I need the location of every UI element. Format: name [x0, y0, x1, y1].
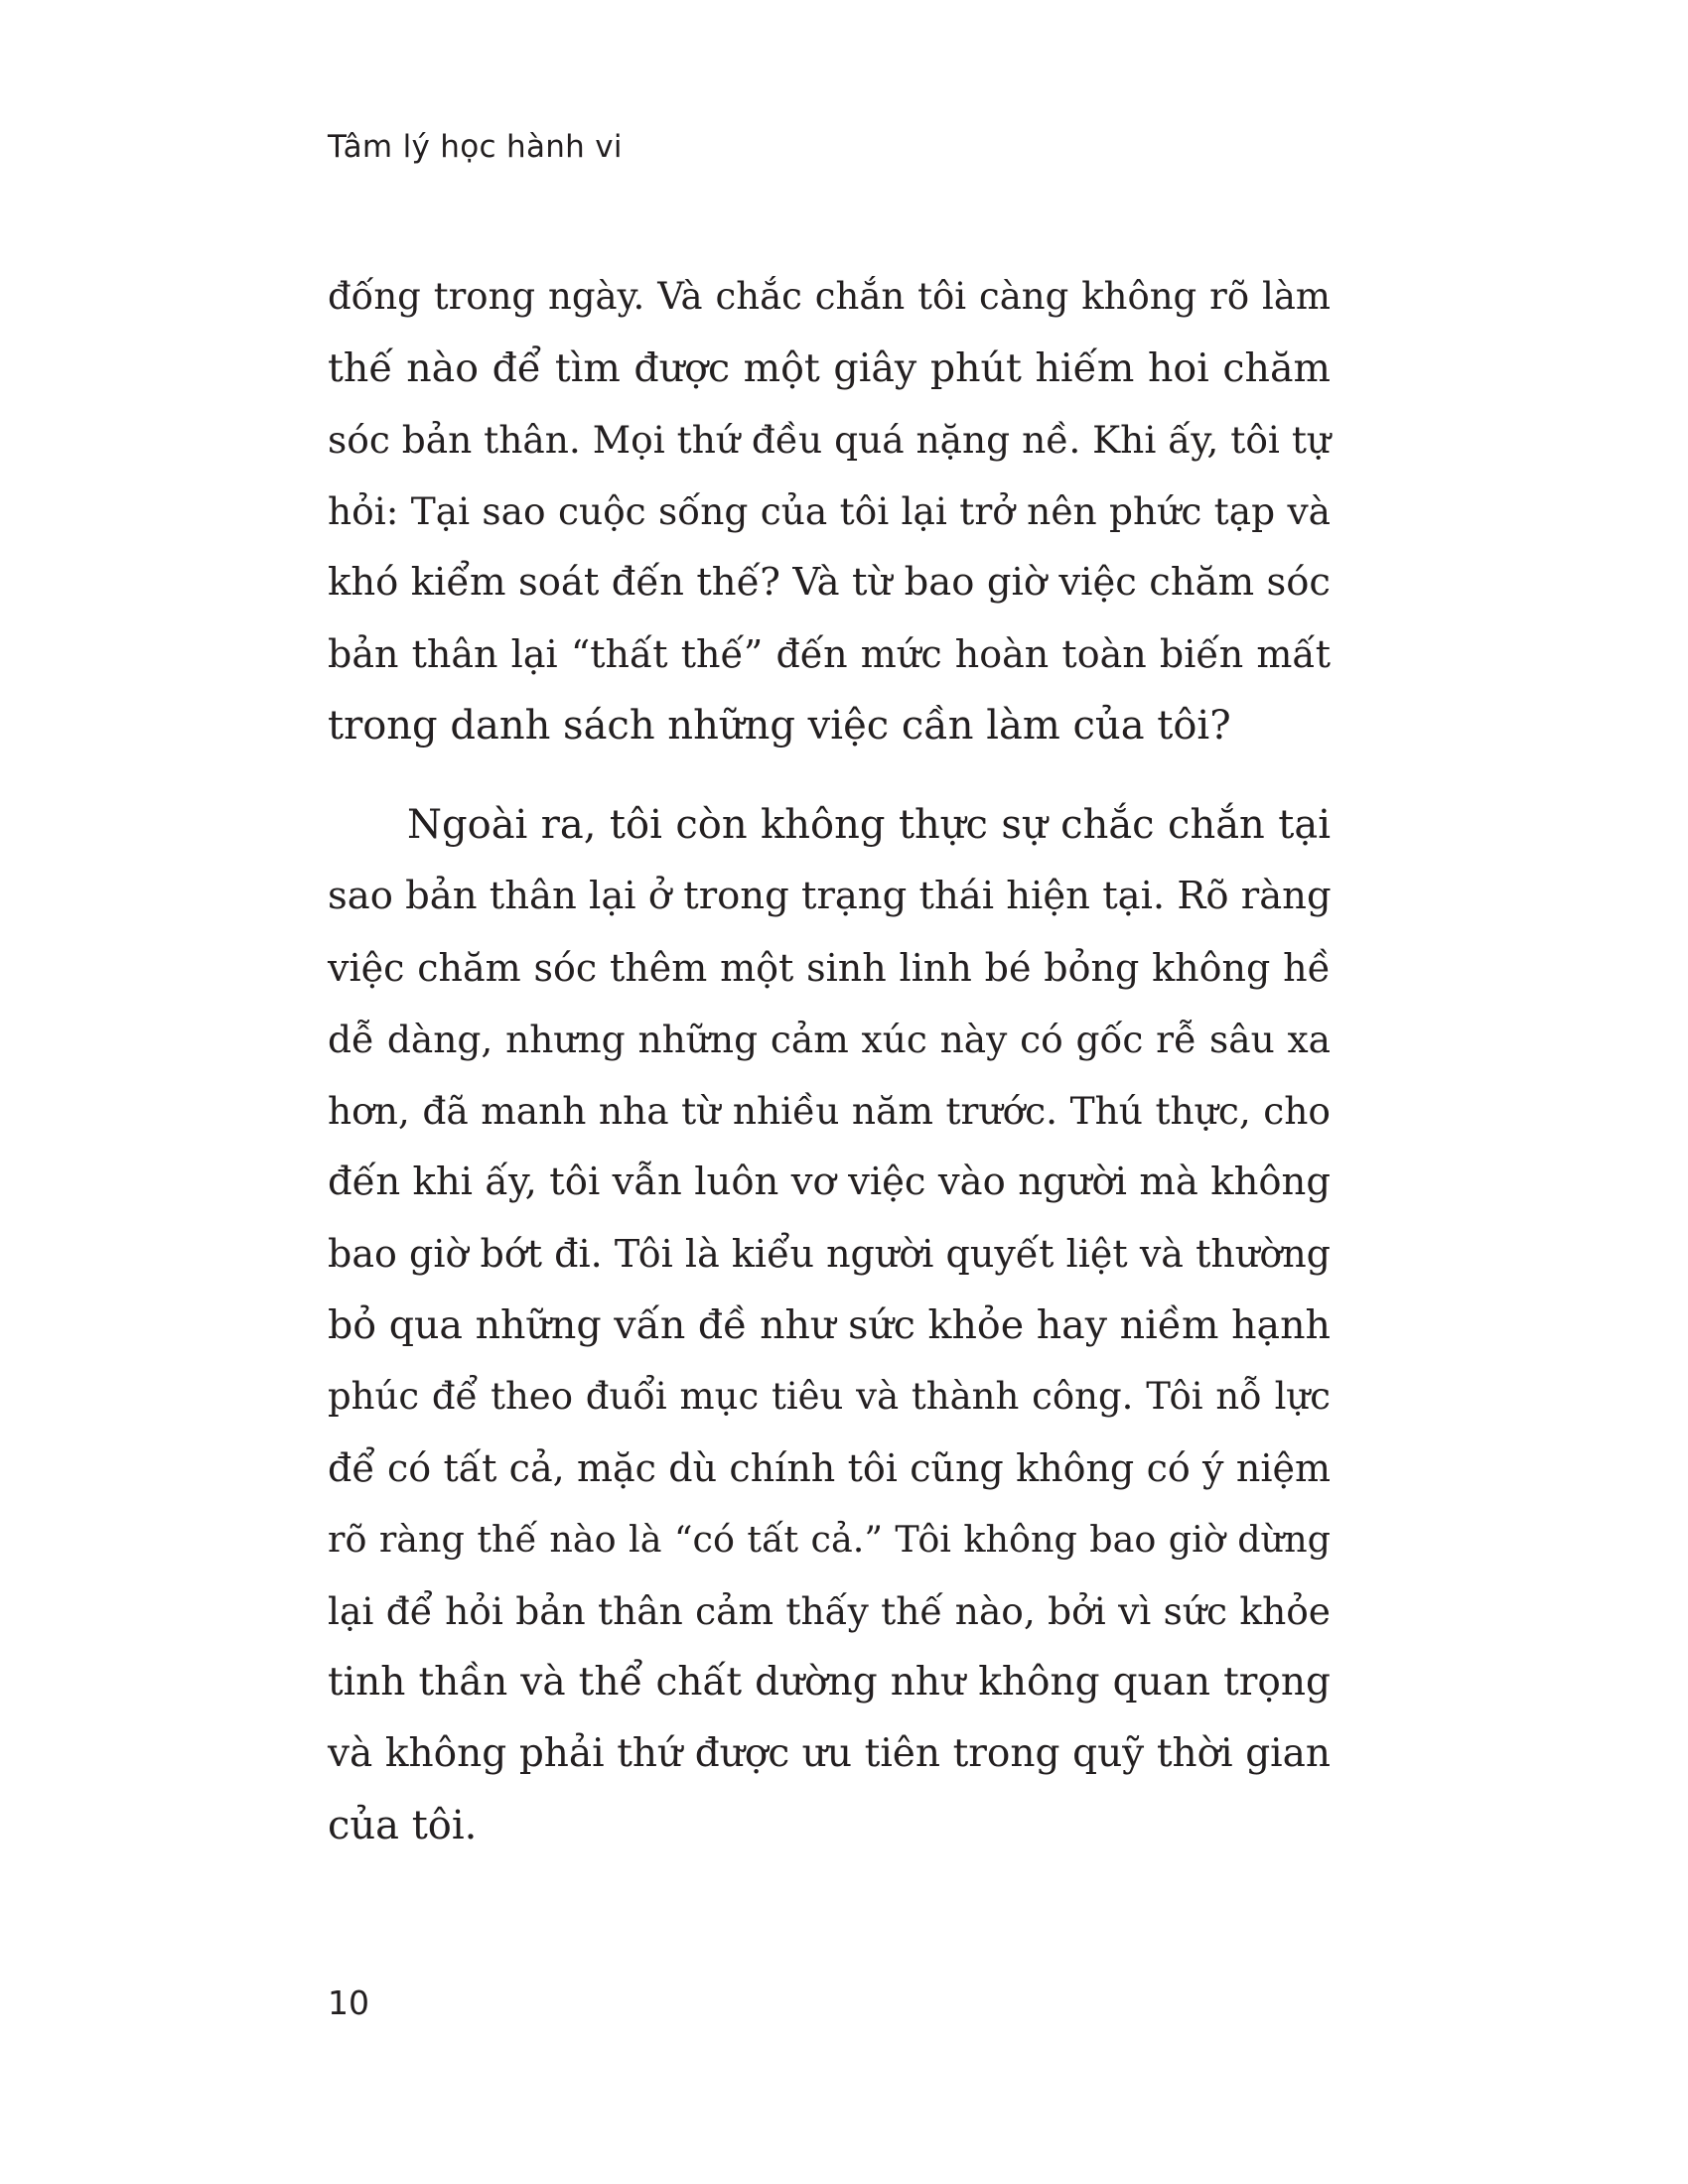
text-line: lại để hỏi bản thân cảm thấy thế nào, bởi vì sức khỏe — [328, 1589, 1331, 1633]
text-line: khó kiểm soát đến thế? Và từ bao giờ việc chăm sóc — [328, 560, 1331, 605]
body-text — [328, 261, 1331, 1861]
text-line: phúc để theo đuổi mục tiêu và thành công. Tôi nỗ lực — [328, 1375, 1331, 1418]
text-line: bản thân lại “thất thế” đến mức hoàn toàn biến mất — [328, 632, 1331, 676]
text-line: thế nào để tìm được một giây phút hiếm hoi chăm — [328, 345, 1331, 391]
text-line: hơn, đã manh nha từ nhiều năm trước. Thú thực, cho — [328, 1089, 1331, 1133]
text-line: trong danh sách những việc cần làm của tôi? — [328, 703, 1231, 749]
text-line: sóc bản thân. Mọi thứ đều quá nặng nề. Khi ấy, tôi tự — [328, 418, 1332, 462]
text-line: đến khi ấy, tôi vẫn luôn vơ việc vào người mà không — [328, 1160, 1331, 1204]
page-number: 10 — [328, 1983, 369, 2022]
text-line: rõ ràng thế nào là “có tất cả.” Tôi không bao giờ dừng — [328, 1518, 1331, 1561]
text-line: để có tất cả, mặc dù chính tôi cũng không có ý niệm — [328, 1446, 1331, 1490]
text-line: bỏ qua những vấn đề như sức khỏe hay niềm hạnh — [328, 1302, 1331, 1348]
text-line: Ngoài ra, tôi còn không thực sự chắc chắn tại — [407, 802, 1331, 848]
text-line: sao bản thân lại ở trong trạng thái hiện tại. Rõ ràng — [328, 874, 1332, 918]
text-line: tinh thần và thể chất dường như không quan trọng — [328, 1660, 1331, 1705]
paragraph — [328, 789, 1331, 1861]
text-line: bao giờ bớt đi. Tôi là kiểu người quyết liệt và thường — [328, 1232, 1331, 1276]
paragraph-spacer — [328, 761, 1331, 789]
text-line: việc chăm sóc thêm một sinh linh bé bỏng không hề — [328, 946, 1331, 990]
text-line: dễ dàng, nhưng những cảm xúc này có gốc rễ sâu xa — [328, 1018, 1331, 1061]
text-line: của tôi. — [328, 1803, 478, 1848]
running-header: Tâm lý học hành vi — [328, 129, 623, 165]
paragraph — [328, 261, 1331, 761]
text-line: và không phải thứ được ưu tiên trong quỹ thời gian — [328, 1731, 1331, 1776]
text-line: đống trong ngày. Và chắc chắn tôi càng không rõ làm — [328, 275, 1331, 318]
text-line: hỏi: Tại sao cuộc sống của tôi lại trở nên phức tạp và — [328, 489, 1331, 533]
